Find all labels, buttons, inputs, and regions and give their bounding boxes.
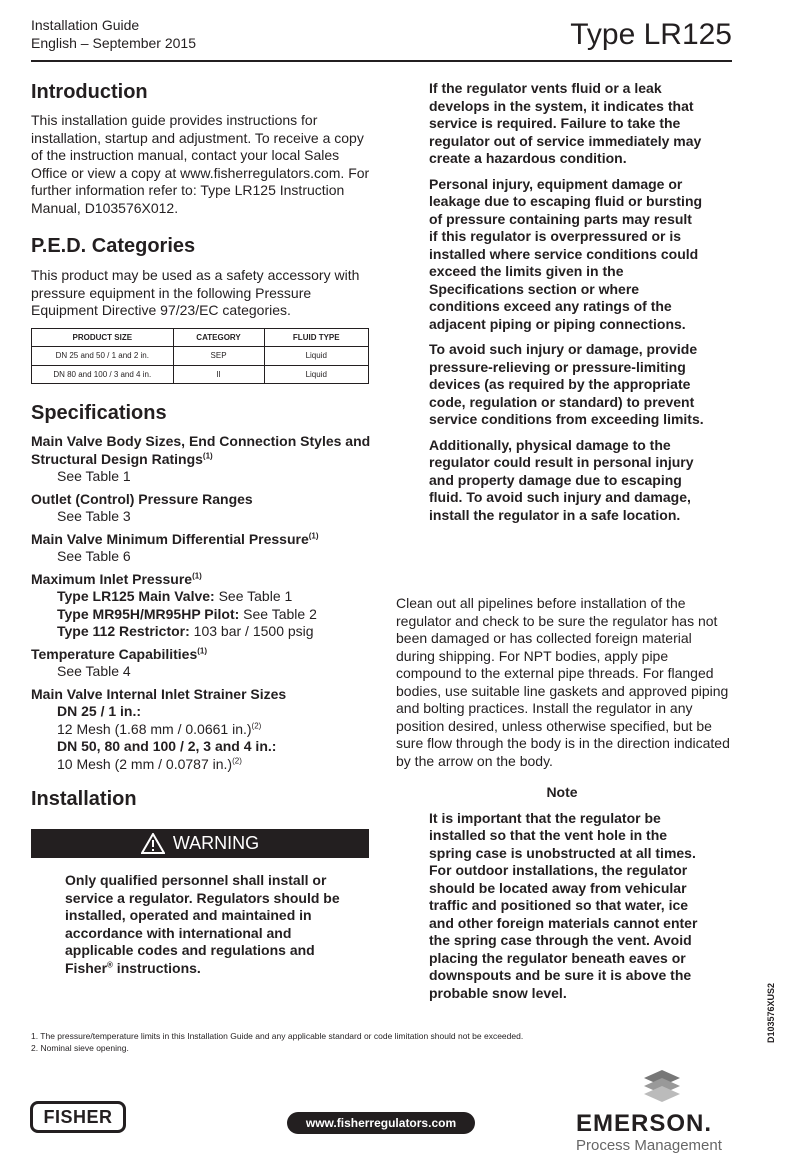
spec-temperature (31, 646, 371, 681)
spec-value: 103 bar / 1500 psig (189, 623, 314, 639)
ped-table (31, 328, 369, 385)
spec-label: Type MR95H/MR95HP Pilot: (57, 605, 240, 622)
spec-title: Main Valve Body Sizes, End Connection Styles and Structural Design Ratings (31, 433, 371, 467)
spec-label: DN 25 / 1 in.: (57, 703, 142, 719)
spec-value: See Table 4 (57, 663, 131, 679)
spec-title: Temperature Capabilities (31, 645, 198, 662)
spec-value: See Table 1 (214, 588, 293, 604)
guide-type: Installation Guide (31, 17, 140, 33)
warning-vent-leak: If the regulator vents fluid or a leak develops in the system, it indicates that service is required. Failure to take the regulator out of service immediately may create a hazardous condition. (429, 80, 702, 166)
ped-table-header (32, 328, 369, 347)
installation-instructions (396, 595, 730, 770)
spec-body-sizes (31, 433, 371, 486)
spec-value: See Table 2 (239, 605, 317, 622)
footnote-1: 1. The pressure/temperature limits in this Installation Guide and any applicable standard or code limitation should not be exceeded. (31, 1031, 524, 1041)
spec-label: DN 50, 80 and 100 / 2, 3 and 4 in.: (57, 738, 277, 754)
emerson-logo: EMERSON. (576, 1110, 713, 1137)
spec-title: Main Valve Minimum Differential Pressure (31, 530, 309, 547)
spec-label: Type 112 Restrictor: (57, 623, 190, 639)
spec-value: 10 Mesh (2 mm / 0.0787 in.) (57, 755, 233, 772)
footnote-ref: (1) (197, 645, 208, 655)
spec-strainer-sizes (31, 686, 371, 774)
spec-outlet-pressure (31, 491, 371, 526)
spec-value: See Table 1 (57, 468, 131, 484)
footnote-ref: (2) (251, 720, 262, 730)
spec-max-inlet (31, 571, 371, 641)
introduction-heading: Introduction (31, 81, 148, 103)
header-rule (31, 60, 732, 62)
footnote-ref: (1) (192, 570, 202, 580)
column-header: CATEGORY (173, 328, 264, 347)
note-section (429, 784, 704, 1002)
table-cell: SEP (173, 347, 264, 366)
introduction-text: This installation guide provides instructions for installation, startup and adjustment. To receive a copy of the instruction manual, contact your local Sales Office or view a copy at www.fisherregulators.com. For further information refer to: Type LR125 Instruction Manual, D103576X012. (31, 112, 370, 216)
website-link[interactable]: www.fisherregulators.com (287, 1112, 475, 1134)
table-row (32, 347, 369, 366)
spec-label: Type LR125 Main Valve: (57, 588, 215, 604)
table-cell: DN 80 and 100 / 3 and 4 in. (32, 365, 174, 384)
footnote-2: 2. Nominal sieve opening. (31, 1043, 129, 1053)
registered-mark: ® (107, 959, 113, 969)
warning-banner (31, 829, 369, 858)
table-cell: Liquid (264, 347, 368, 366)
document-code: D103576XUS2 (766, 982, 776, 1043)
ped-heading: P.E.D. Categories (31, 235, 196, 257)
spec-title: Outlet (Control) Pressure Ranges (31, 490, 253, 507)
table-cell: Liquid (264, 365, 368, 384)
footnote-ref: (2) (232, 755, 242, 765)
note-text: It is important that the regulator be installed so that the vent hole in the spring case is unobstructed at all times. For outdoor installations, the regulator should be located away from vehicular traffic and positioned so that water, ice and other foreign materials cannot enter the spring case through the vent. Avoid placing the regulator beneath eaves or downspouts and be sure it is above the probable snow level. (429, 809, 698, 1001)
installation-section (31, 787, 371, 977)
emerson-logo-icon (640, 1068, 684, 1106)
warning-icon (141, 833, 165, 854)
product-title: Type LR125 (570, 18, 732, 51)
specifications-heading: Specifications (31, 402, 167, 424)
clean-pipelines-text: Clean out all pipelines before installation of the regulator and check to be sure the regulator has not been damaged or has collected foreign material during shipping. For NPT bodies, apply pipe compound to the external pipe threads. For flanged bodies, use suitable line gaskets and approved piping and bolting practices. Install the regulator in any position desired, unless otherwise specified, but be sure flow through the body is in the direction indicated by the arrow on the body. (396, 595, 730, 769)
footnote-ref: (1) (202, 450, 213, 460)
process-management-label: Process Management (576, 1137, 722, 1154)
ped-section (31, 234, 371, 384)
table-cell: DN 25 and 50 / 1 and 2 in. (32, 347, 174, 366)
ped-text: This product may be used as a safety accessory with pressure equipment in the following Pressure Equipment Directive 97/23/EC categories. (31, 267, 360, 318)
spec-title: Main Valve Internal Inlet Strainer Sizes (31, 685, 287, 702)
spec-min-differential (31, 531, 371, 566)
note-heading: Note (546, 784, 578, 800)
warning-relief-devices: To avoid such injury or damage, provide pressure-relieving or pressure-limiting devices (as required by the appropriate code, regulation or standard) to prevent service conditions from exceeding limits. (429, 341, 704, 427)
spec-value: See Table 6 (57, 548, 131, 564)
spec-value: See Table 3 (57, 508, 131, 524)
column-header: FLUID TYPE (264, 328, 368, 347)
spec-value: 12 Mesh (1.68 mm / 0.0661 in.) (57, 720, 252, 737)
warning-overpressure: Personal injury, equipment damage or leakage due to escaping fluid or bursting of pressure containing parts may result if this regulator is overpressured or is installed where service conditions could exceed the limits given in the Specifications section or where conditions exceed any ratings of the adjacent piping or piping connections. (429, 175, 703, 332)
warning-qualified-personnel: Only qualified personnel shall install or service a regulator. Regulators should be installed, operated and maintained in accordance with international and applicable codes and regulations and Fisher® instructions. (65, 872, 340, 976)
fisher-logo: FISHER (30, 1101, 126, 1133)
specifications-section (31, 401, 371, 773)
footnote-ref: (1) (308, 530, 319, 540)
warning-physical-damage: Additionally, physical damage to the regulator could result in personal injury and property damage due to escaping fluid. To avoid such injury and damage, install the regulator in a safe location. (429, 436, 694, 523)
document-header (31, 16, 196, 52)
installation-heading: Installation (31, 788, 137, 810)
language-date: English – September 2015 (31, 35, 196, 51)
spec-title: Maximum Inlet Pressure (31, 570, 193, 587)
column-header: PRODUCT SIZE (32, 328, 174, 347)
warning-continued (429, 80, 704, 524)
table-cell: II (173, 365, 264, 384)
table-row (32, 365, 369, 384)
introduction-section (31, 80, 371, 217)
warning-label: WARNING (172, 832, 260, 853)
